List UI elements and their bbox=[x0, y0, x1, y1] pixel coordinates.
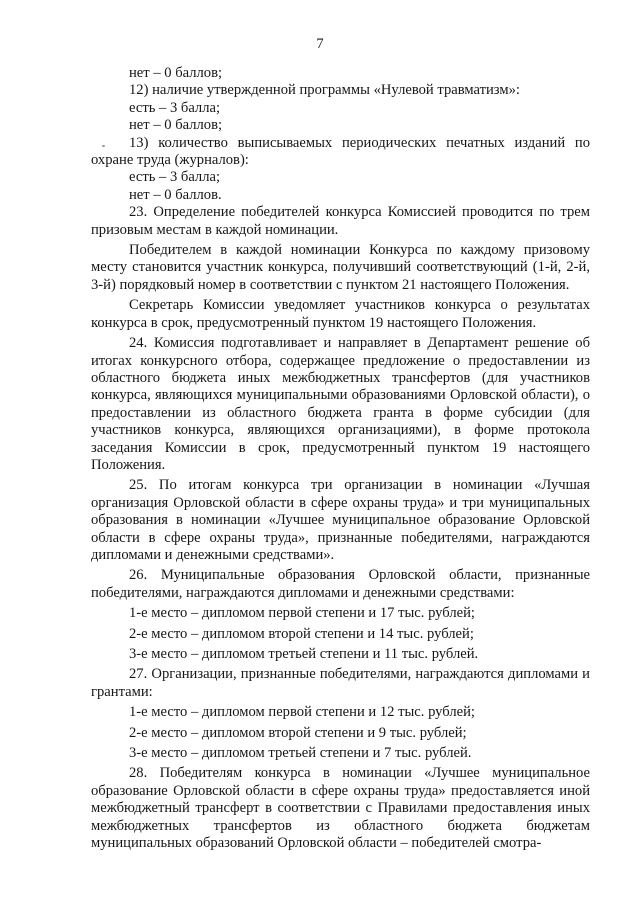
clause-24: 24. Комиссия подготавливает и направляет в Департамент решение об итогах конкурсного отбора, содержащее предложение о предоставлении из областного бюджета иных межбюджетных трансфертов (для участников конкурса, являющихся муниципальными образованиями Орловской области), о предоставлении из областного бюджета гранта в форме субсидии (для участников конкурса, являющихся организациями), в форме протокола заседания Комиссии в срок, предусмотренный пунктом 19 настоящего Положения. bbox=[91, 335, 590, 473]
criterion-item-13: 13) количество выписываемых периодических печатных изданий по охране труда (журналов): bbox=[91, 134, 590, 169]
criterion-option: есть – 3 балла; bbox=[129, 169, 221, 186]
prize-line: 2-е место – дипломом второй степени и 14 тыс. рублей; bbox=[129, 625, 474, 642]
clause-23-winner: Победителем в каждой номинации Конкурса по каждому призовому месту становится участник конкурса, получивший соответствующий (1-й, 2-й, 3-й) порядковый номер в соответствии с пунктом 21 настоящего Положения. bbox=[91, 242, 590, 293]
document-body bbox=[91, 65, 590, 852]
clause-23-notice: Секретарь Комиссии уведомляет участников конкурса о результатах конкурса в срок, предусмотренный пунктом 19 настоящего Положения. bbox=[91, 297, 590, 331]
prize-line: 3-е место – дипломом третьей степени и 7 тыс. рублей. bbox=[129, 745, 472, 762]
criterion-item-12: 12) наличие утвержденной программы «Нулевой травматизм»: bbox=[129, 82, 520, 99]
criterion-option: нет – 0 баллов. bbox=[129, 186, 222, 203]
criterion-option: нет – 0 баллов; bbox=[129, 65, 223, 81]
prize-line: 3-е место – дипломом третьей степени и 11 тыс. рублей. bbox=[129, 646, 479, 662]
prize-line: 1-е место – дипломом первой степени и 12 тыс. рублей; bbox=[129, 704, 475, 721]
criterion-option: есть – 3 балла; bbox=[129, 99, 221, 116]
clause-25: 25. По итогам конкурса три организации в номинации «Лучшая организация Орловской области в сфере охраны труда» и три муниципальных образования в номинации «Лучшее муниципальное образование Орловской области в сфере охраны труда», признанные победителями, награждаются дипломами и денежными средствами». bbox=[91, 477, 590, 563]
page-number: 7 bbox=[316, 36, 324, 52]
clause-26: 26. Муниципальные образования Орловской области, признанные победителями, награждаются дипломами и денежными средствами: bbox=[91, 567, 590, 601]
clause-28: 28. Победителям конкурса в номинации «Лучшее муниципальное образование Орловской области в сфере охраны труда» предоставляется иной межбюджетный трансферт в соответствии с Правилами предоставления иных межбюджетных трансфертов из областного бюджета бюджетам муниципальных образований Орловской области – победителей смотра- bbox=[91, 765, 590, 852]
prize-line: 2-е место – дипломом второй степени и 9 тыс. рублей; bbox=[129, 724, 467, 741]
clause-23: 23. Определение победителей конкурса Комиссией проводится по трем призовым местам в каждой номинации. bbox=[91, 204, 590, 238]
clause-27: 27. Организации, признанные победителями, награждаются дипломами и грантами: bbox=[91, 666, 590, 700]
prize-line: 1-е место – дипломом первой степени и 17 тыс. рублей; bbox=[129, 605, 475, 622]
criterion-option: нет – 0 баллов; bbox=[129, 117, 223, 134]
